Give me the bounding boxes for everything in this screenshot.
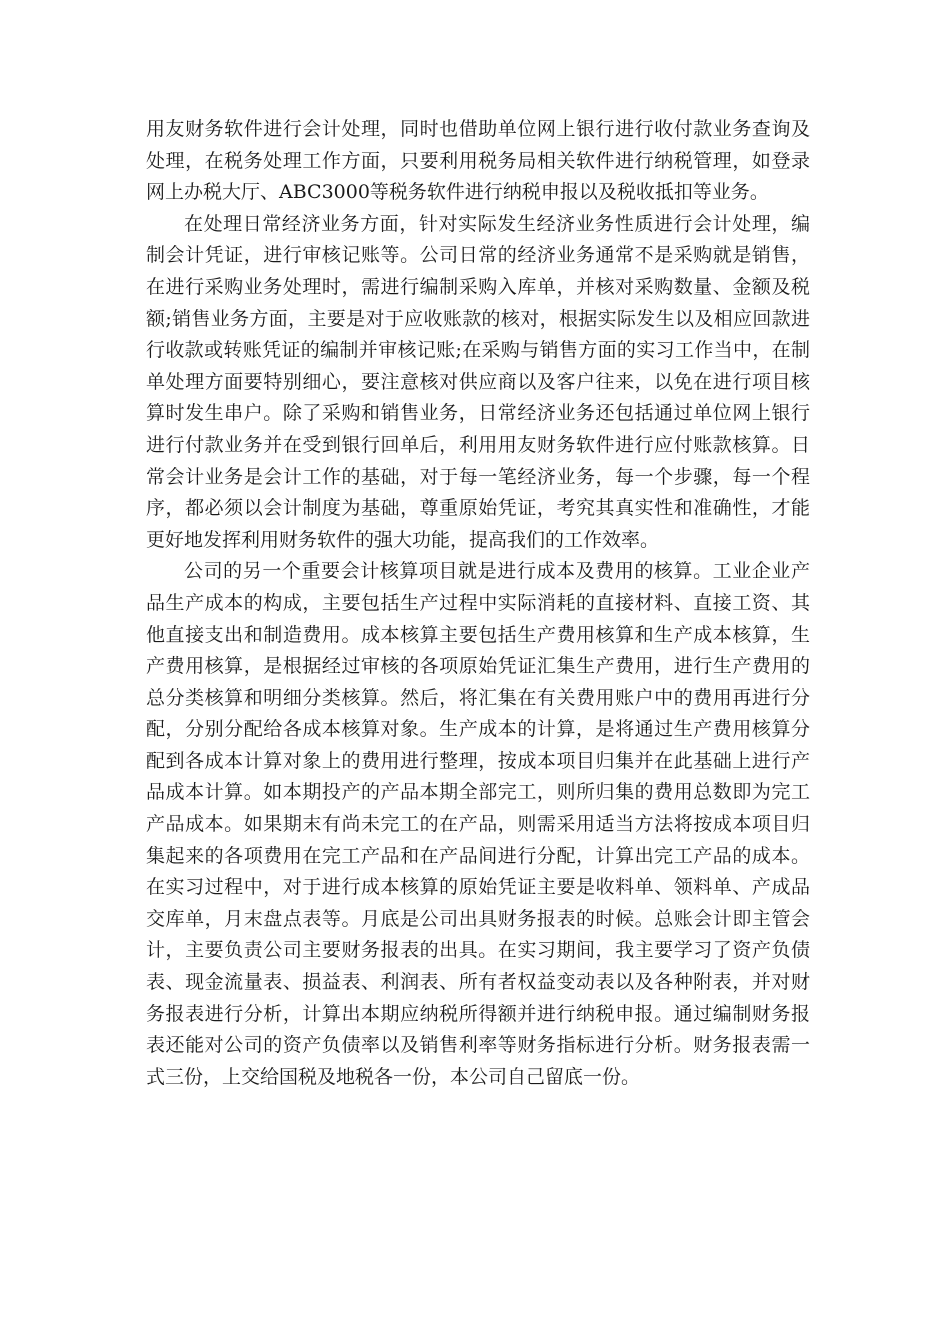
document-body xyxy=(146,114,810,1093)
paragraph-3: 公司的另一个重要会计核算项目就是进行成本及费用的核算。工业企业产品生产成本的构成，主要包括生产过程中实际消耗的直接材料、直接工资、其他直接支出和制造费用。成本核算主要包括生产费用核算和生产成本核算，生产费用核算，是根据经过审核的各项原始凭证汇集生产费用，进行生产费用的总分类核算和明细分类核算。然后，将汇集在有关费用账户中的费用再进行分配，分别分配给各成本核算对象。生产成本的计算，是将通过生产费用核算分配到各成本计算对象上的费用进行整理，按成本项目归集并在此基础上进行产品成本计算。如本期投产的产品本期全部完工，则所归集的费用总数即为完工产品成本。如果期末有尚未完工的在产品，则需采用适当方法将按成本项目归集起来的各项费用在完工产品和在产品间进行分配，计算出完工产品的成本。在实习过程中，对于进行成本核算的原始凭证主要是收料单、领料单、产成品交库单，月末盘点表等。月底是公司出具财务报表的时候。总账会计即主管会计，主要负责公司主要财务报表的出具。在实习期间，我主要学习了资产负债表、现金流量表、损益表、利润表、所有者权益变动表以及各种附表，并对财务报表进行分析，计算出本期应纳税所得额并进行纳税申报。通过编制财务报表还能对公司的资产负债率以及销售利率等财务指标进行分析。财务报表需一式三份，上交给国税及地税各一份，本公司自己留底一份。 xyxy=(146,560,810,1088)
paragraph-1: 用友财务软件进行会计处理，同时也借助单位网上银行进行收付款业务查询及处理，在税务处理工作方面，只要利用税务局相关软件进行纳税管理，如登录网上办税大厅、ABC3000等税务软件进行纳税申报以及税收抵扣等业务。 xyxy=(146,118,810,204)
paragraph-2: 在处理日常经济业务方面，针对实际发生经济业务性质进行会计处理，编制会计凭证，进行审核记账等。公司日常的经济业务通常不是采购就是销售，在进行采购业务处理时，需进行编制采购入库单，并核对采购数量、金额及税额;销售业务方面，主要是对于应收账款的核对，根据实际发生以及相应回款进行收款或转账凭证的编制并审核记账;在采购与销售方面的实习工作当中，在制单处理方面要特别细心，要注意核对供应商以及客户往来，以免在进行项目核算时发生串户。除了采购和销售业务，日常经济业务还包括通过单位网上银行进行付款业务并在受到银行回单后，利用用友财务软件进行应付账款核算。日常会计业务是会计工作的基础，对于每一笔经济业务，每一个步骤，每一个程序，都必须以会计制度为基础，尊重原始凭证，考究其真实性和准确性，才能更好地发挥利用财务软件的强大功能，提高我们的工作效率。 xyxy=(146,212,810,551)
